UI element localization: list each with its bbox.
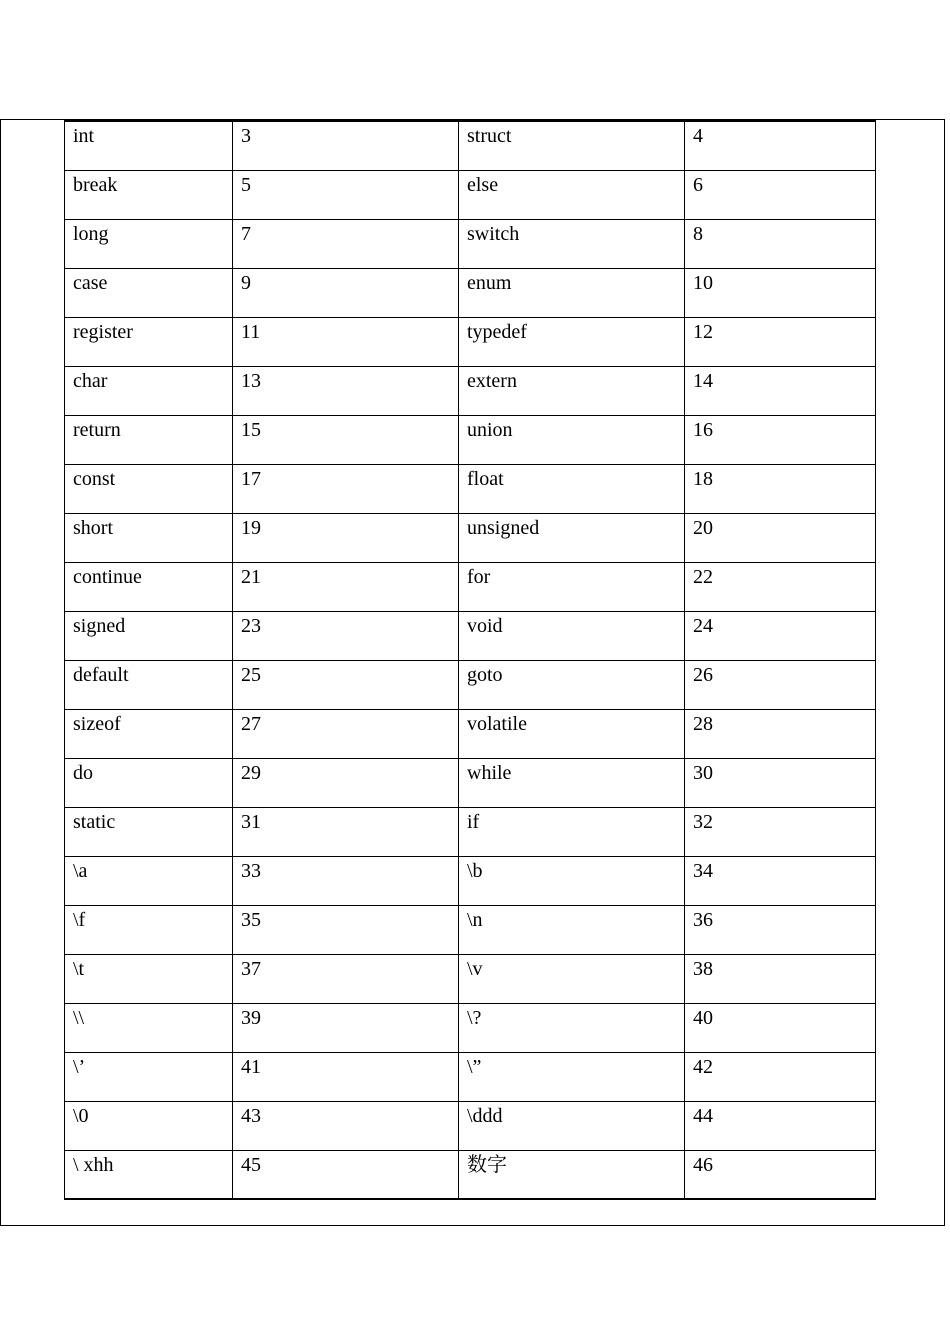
token-cell: \b <box>459 856 685 905</box>
code-cell: 20 <box>685 513 876 562</box>
table-row <box>65 660 876 709</box>
token-cell: unsigned <box>459 513 685 562</box>
table-row <box>65 856 876 905</box>
token-cell: continue <box>65 562 233 611</box>
code-cell: 22 <box>685 562 876 611</box>
table-row <box>65 709 876 758</box>
token-cell: \a <box>65 856 233 905</box>
code-cell: 8 <box>685 219 876 268</box>
code-cell: 21 <box>233 562 459 611</box>
token-cell: if <box>459 807 685 856</box>
code-cell: 34 <box>685 856 876 905</box>
token-cell: break <box>65 170 233 219</box>
code-cell: 9 <box>233 268 459 317</box>
token-cell: \f <box>65 905 233 954</box>
code-cell: 36 <box>685 905 876 954</box>
code-cell: 15 <box>233 415 459 464</box>
code-cell: 10 <box>685 268 876 317</box>
token-cell: \” <box>459 1052 685 1101</box>
code-cell: 31 <box>233 807 459 856</box>
token-cell: signed <box>65 611 233 660</box>
table-row <box>65 1101 876 1150</box>
code-cell: 5 <box>233 170 459 219</box>
token-cell: \ddd <box>459 1101 685 1150</box>
table-row <box>65 562 876 611</box>
table-row <box>65 317 876 366</box>
table-row <box>65 905 876 954</box>
token-cell: \n <box>459 905 685 954</box>
code-cell: 46 <box>685 1150 876 1199</box>
code-cell: 32 <box>685 807 876 856</box>
token-cell: else <box>459 170 685 219</box>
token-cell: sizeof <box>65 709 233 758</box>
table-row <box>65 1150 876 1199</box>
table-row <box>65 758 876 807</box>
token-cell: typedef <box>459 317 685 366</box>
code-cell: 41 <box>233 1052 459 1101</box>
token-cell: default <box>65 660 233 709</box>
token-cell: \ xhh <box>65 1150 233 1199</box>
token-cell: short <box>65 513 233 562</box>
token-cell: for <box>459 562 685 611</box>
token-cell: extern <box>459 366 685 415</box>
token-cell: \t <box>65 954 233 1003</box>
token-cell: \\ <box>65 1003 233 1052</box>
code-cell: 28 <box>685 709 876 758</box>
code-cell: 18 <box>685 464 876 513</box>
code-cell: 33 <box>233 856 459 905</box>
table-body <box>65 121 876 1199</box>
table-row <box>65 954 876 1003</box>
code-cell: 11 <box>233 317 459 366</box>
token-cell: case <box>65 268 233 317</box>
token-cell: return <box>65 415 233 464</box>
token-cell: enum <box>459 268 685 317</box>
code-cell: 17 <box>233 464 459 513</box>
code-cell: 40 <box>685 1003 876 1052</box>
code-cell: 12 <box>685 317 876 366</box>
code-cell: 44 <box>685 1101 876 1150</box>
code-cell: 14 <box>685 366 876 415</box>
table-row <box>65 121 876 170</box>
code-cell: 4 <box>685 121 876 170</box>
token-cell: \? <box>459 1003 685 1052</box>
code-cell: 7 <box>233 219 459 268</box>
code-cell: 3 <box>233 121 459 170</box>
code-cell: 6 <box>685 170 876 219</box>
token-cell: char <box>65 366 233 415</box>
code-cell: 24 <box>685 611 876 660</box>
token-cell: static <box>65 807 233 856</box>
token-cell: long <box>65 219 233 268</box>
code-cell: 42 <box>685 1052 876 1101</box>
token-cell: switch <box>459 219 685 268</box>
code-cell: 35 <box>233 905 459 954</box>
table-row <box>65 1052 876 1101</box>
table-row <box>65 415 876 464</box>
token-cell: do <box>65 758 233 807</box>
token-cell: 数字 <box>459 1150 685 1199</box>
code-cell: 43 <box>233 1101 459 1150</box>
code-cell: 38 <box>685 954 876 1003</box>
table-row <box>65 366 876 415</box>
token-cell: union <box>459 415 685 464</box>
token-cell: void <box>459 611 685 660</box>
token-cell: \0 <box>65 1101 233 1150</box>
code-cell: 30 <box>685 758 876 807</box>
token-cell: while <box>459 758 685 807</box>
table-row <box>65 170 876 219</box>
table-row <box>65 464 876 513</box>
code-cell: 29 <box>233 758 459 807</box>
table-row <box>65 513 876 562</box>
table-row <box>65 611 876 660</box>
token-code-table <box>64 120 876 1200</box>
code-cell: 26 <box>685 660 876 709</box>
code-cell: 27 <box>233 709 459 758</box>
token-cell: \v <box>459 954 685 1003</box>
table-row <box>65 1003 876 1052</box>
token-cell: const <box>65 464 233 513</box>
token-cell: volatile <box>459 709 685 758</box>
code-cell: 45 <box>233 1150 459 1199</box>
code-cell: 25 <box>233 660 459 709</box>
token-cell: int <box>65 121 233 170</box>
token-cell: float <box>459 464 685 513</box>
code-cell: 13 <box>233 366 459 415</box>
table-row <box>65 807 876 856</box>
token-cell: goto <box>459 660 685 709</box>
code-cell: 16 <box>685 415 876 464</box>
token-cell: \’ <box>65 1052 233 1101</box>
code-cell: 39 <box>233 1003 459 1052</box>
code-cell: 19 <box>233 513 459 562</box>
token-cell: register <box>65 317 233 366</box>
code-cell: 23 <box>233 611 459 660</box>
code-cell: 37 <box>233 954 459 1003</box>
table-row <box>65 219 876 268</box>
token-cell: struct <box>459 121 685 170</box>
table-row <box>65 268 876 317</box>
